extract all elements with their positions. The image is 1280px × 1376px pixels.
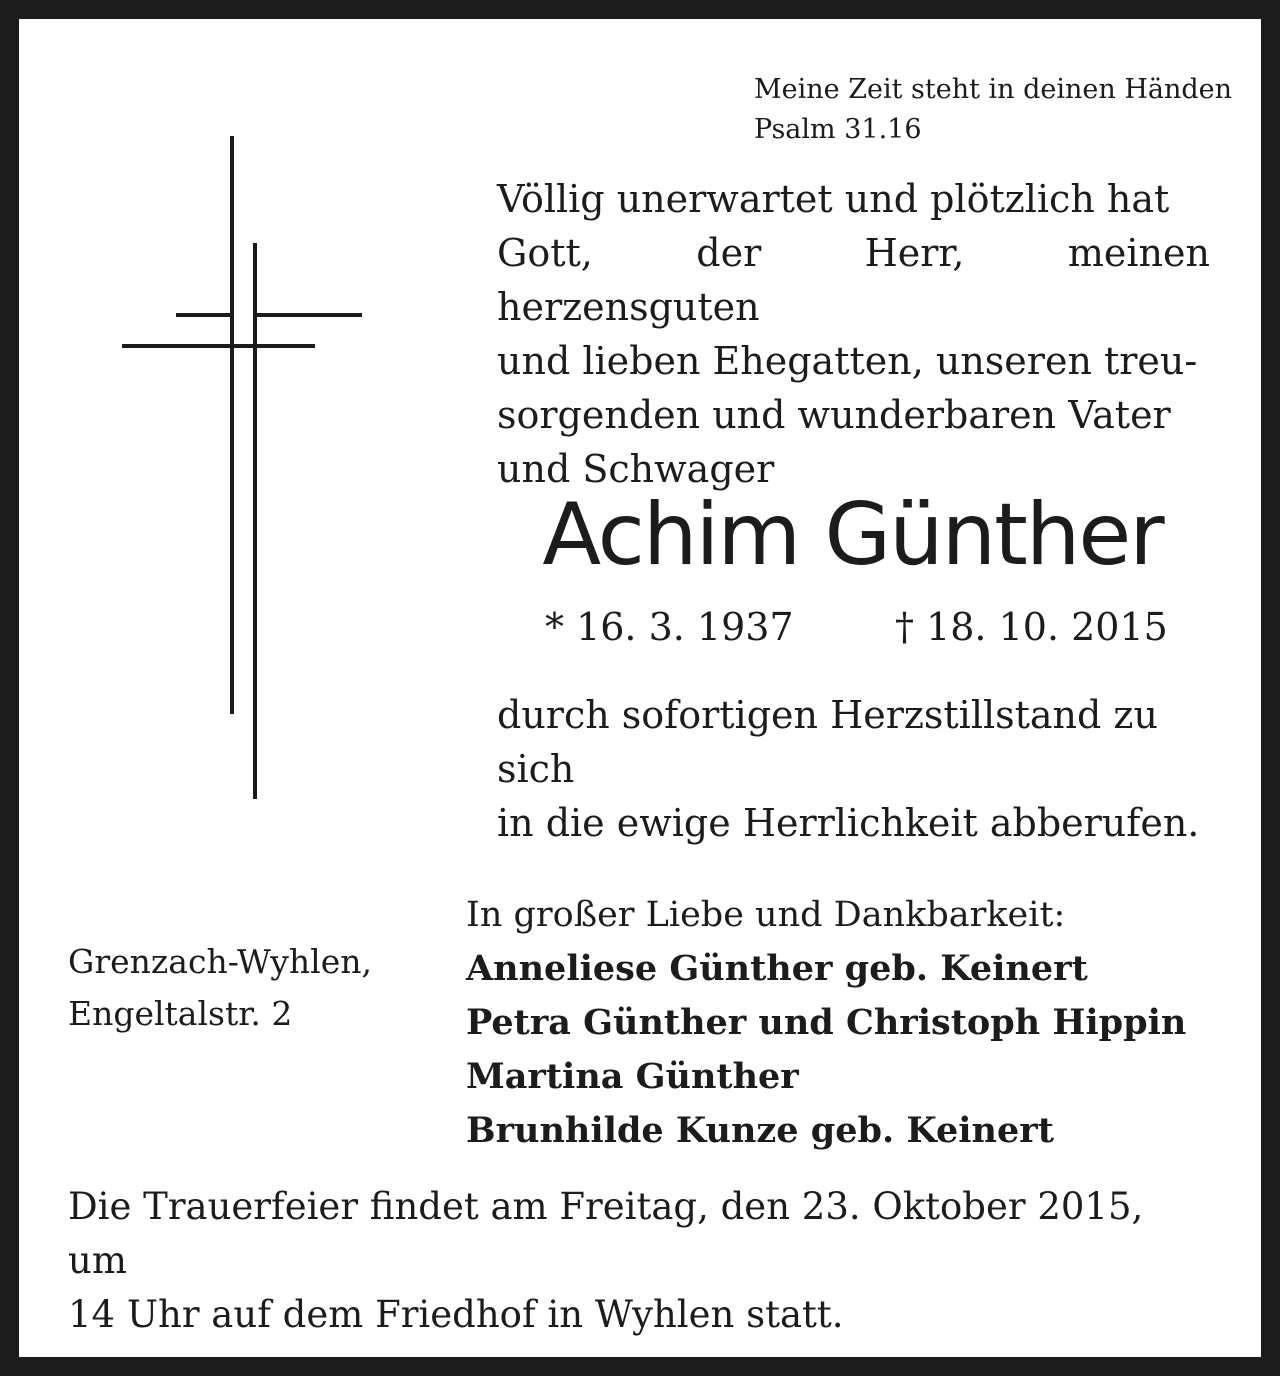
cross-lower-bar	[122, 344, 315, 348]
intro-line: sorgenden und wunderbaren Vater	[497, 393, 1171, 437]
psalm-quote: Meine Zeit steht in deinen Händen	[754, 74, 1233, 105]
service-line: Die Trauerfeier findet am Freitag, den 23. Oktober 2015, um	[68, 1185, 1144, 1282]
outro-line: in die ewige Herrlichkeit abberufen.	[497, 801, 1200, 845]
address-block	[68, 936, 372, 1040]
death-date: † 18. 10. 2015	[895, 605, 1168, 649]
cross-upper-left-bar	[176, 313, 232, 317]
funeral-service-info	[68, 1180, 1210, 1342]
address-city: Grenzach-Wyhlen,	[68, 942, 372, 981]
mourner-name: Anneliese Günther geb. Keinert	[466, 948, 1088, 989]
cross-left-vertical	[230, 136, 234, 714]
cross-right-vertical	[253, 243, 257, 799]
intro-text	[497, 172, 1210, 496]
mourner-name: Martina Günther	[466, 1056, 799, 1097]
intro-line: und lieben Ehegatten, unseren treu-	[497, 339, 1198, 383]
deceased-name: Achim Günther	[542, 485, 1163, 585]
outro-line: durch sofortigen Herzstillstand zu sich	[497, 693, 1158, 791]
psalm-quote-block	[754, 70, 1232, 150]
psalm-reference: Psalm 31.16	[754, 114, 922, 145]
intro-line: Völlig unerwartet und plötzlich hat	[497, 177, 1170, 221]
intro-line: und Schwager	[497, 447, 775, 491]
service-line: 14 Uhr auf dem Friedhof in Wyhlen statt.	[68, 1293, 844, 1336]
intro-line: Gott, der Herr, meinen herzensguten	[497, 231, 1210, 329]
cross-upper-right-bar	[255, 313, 362, 317]
mourner-name: Petra Günther und Christoph Hippin	[466, 1002, 1187, 1043]
mourner-name: Brunhilde Kunze geb. Keinert	[466, 1110, 1054, 1151]
address-street: Engeltalstr. 2	[68, 994, 293, 1033]
mourners-heading: In großer Liebe und Dankbarkeit:	[466, 895, 1066, 935]
cross-icon	[0, 0, 400, 820]
outro-text	[497, 688, 1210, 850]
birth-date: * 16. 3. 1937	[545, 605, 794, 649]
mourners-list	[466, 942, 1186, 1158]
